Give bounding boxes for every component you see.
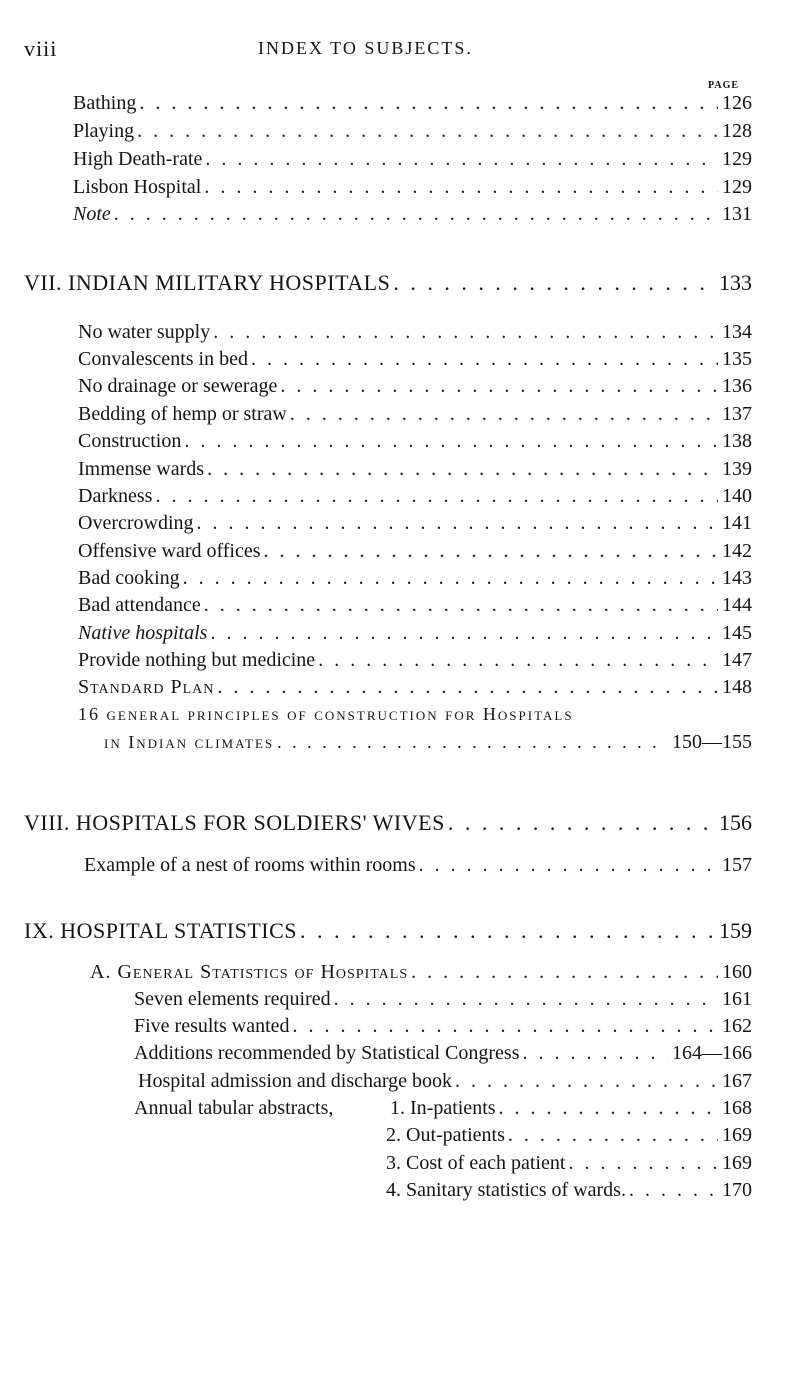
entry-label: Example of a nest of rooms within rooms xyxy=(84,854,416,876)
dot-leader xyxy=(448,810,715,836)
index-entry xyxy=(390,1097,752,1120)
entry-label: 3. Cost of each patient xyxy=(386,1152,566,1174)
dot-leader xyxy=(155,485,718,508)
dot-leader xyxy=(213,321,718,344)
dot-leader xyxy=(499,1097,718,1120)
dot-leader xyxy=(204,176,718,199)
entry-label: Immense wards xyxy=(78,458,205,480)
index-entry xyxy=(78,512,752,535)
dot-leader xyxy=(251,348,718,371)
index-entry xyxy=(73,203,752,226)
dot-leader xyxy=(184,430,718,453)
page-folio: viii xyxy=(24,36,58,61)
dot-leader xyxy=(277,732,668,753)
index-entry xyxy=(73,148,752,171)
section-heading xyxy=(24,810,752,836)
entry-page: 129 xyxy=(722,176,752,198)
entry-page: 164—166 xyxy=(672,1042,752,1064)
index-entry xyxy=(73,92,752,115)
entry-label: Seven elements required xyxy=(134,988,331,1010)
entry-label: 4. Sanitary statistics of wards. xyxy=(386,1179,626,1201)
entry-page: 168 xyxy=(722,1097,752,1119)
entry-page: 136 xyxy=(722,375,752,397)
dot-leader xyxy=(568,1152,718,1175)
entry-page: 139 xyxy=(722,458,752,480)
section-heading xyxy=(24,270,752,296)
entry-page: 169 xyxy=(722,1124,752,1146)
index-entry xyxy=(386,1124,752,1147)
dot-leader xyxy=(114,203,718,226)
entry-page: 170 xyxy=(722,1179,752,1201)
dot-leader xyxy=(508,1124,718,1147)
entry-label: Provide nothing but medicine xyxy=(78,649,316,671)
entry-label: Playing xyxy=(73,120,135,142)
entry-label: Convalescents in bed xyxy=(78,348,248,370)
entry-label: Native hospitals xyxy=(78,622,208,644)
index-entry xyxy=(78,375,752,398)
index-entry xyxy=(134,1015,752,1038)
dot-leader xyxy=(204,594,718,617)
entry-page: 150—155 xyxy=(672,731,752,753)
entry-label: 1. In-patients xyxy=(390,1097,496,1119)
index-entry xyxy=(78,348,752,371)
entry-label: Annual tabular abstracts, xyxy=(134,1097,334,1119)
entry-page: 156 xyxy=(719,810,752,835)
entry-label: Hospital admission and discharge book xyxy=(138,1070,453,1092)
dot-leader xyxy=(393,270,715,296)
index-entry xyxy=(138,1070,752,1093)
entry-page: 128 xyxy=(722,120,752,142)
entry-label: Lisbon Hospital xyxy=(73,176,202,198)
entry-page: 141 xyxy=(722,512,752,534)
dot-leader xyxy=(455,1070,718,1093)
entry-page: 142 xyxy=(722,540,752,562)
entry-label: Overcrowding xyxy=(78,512,194,534)
entry-label: Offensive ward offices xyxy=(78,540,261,562)
index-entry xyxy=(78,430,752,453)
entry-page: 144 xyxy=(722,594,752,616)
index-entry xyxy=(78,321,752,344)
dot-leader xyxy=(411,961,718,984)
index-entry xyxy=(78,458,752,481)
index-entry xyxy=(78,485,752,508)
dot-leader xyxy=(139,92,718,115)
section-heading xyxy=(24,918,752,944)
entry-page: 157 xyxy=(722,854,752,876)
running-head: INDEX TO SUBJECTS. xyxy=(258,38,473,58)
index-entry xyxy=(78,594,752,617)
entry-label: in Indian climates xyxy=(104,732,275,752)
entry-page: 135 xyxy=(722,348,752,370)
dot-leader xyxy=(419,854,718,877)
entry-page: 137 xyxy=(722,403,752,425)
dot-leader xyxy=(280,375,718,398)
dot-leader xyxy=(318,649,718,672)
entry-page: 160 xyxy=(722,961,752,983)
dot-leader xyxy=(137,120,718,143)
section-title: VII. INDIAN MILITARY HOSPITALS xyxy=(24,270,391,295)
index-entry xyxy=(78,676,752,699)
index-entry xyxy=(73,120,752,143)
entry-label: No drainage or sewerage xyxy=(78,375,278,397)
entry-page: 131 xyxy=(722,203,752,225)
dot-leader xyxy=(217,676,718,699)
entry-label: Construction xyxy=(78,430,182,452)
entry-label: Bad attendance xyxy=(78,594,201,616)
index-entry xyxy=(90,961,752,984)
index-entry xyxy=(78,622,752,645)
index-entry xyxy=(386,1152,752,1175)
section-title: IX. HOSPITAL STATISTICS xyxy=(24,918,298,943)
entry-page: 140 xyxy=(722,485,752,507)
index-entry xyxy=(78,540,752,563)
dot-leader xyxy=(197,512,718,535)
dot-leader xyxy=(290,403,718,426)
entry-label: A. General Statistics of Hospitals xyxy=(90,961,409,983)
entry-page: 159 xyxy=(719,918,752,943)
index-entry xyxy=(78,649,752,672)
dot-leader xyxy=(334,988,718,1011)
dot-leader xyxy=(293,1015,718,1038)
section-title: VIII. HOSPITALS FOR SOLDIERS' WIVES xyxy=(24,810,445,835)
dot-leader xyxy=(629,1179,718,1202)
entry-label: Standard Plan xyxy=(78,676,215,698)
dot-leader xyxy=(183,567,718,590)
entry-page: 148 xyxy=(722,676,752,698)
entry-label: High Death-rate xyxy=(73,148,203,170)
dot-leader xyxy=(300,918,715,944)
entry-label: Bedding of hemp or straw xyxy=(78,403,287,425)
index-entry xyxy=(104,731,752,754)
entry-label: Darkness xyxy=(78,485,153,507)
index-entry xyxy=(134,1042,752,1065)
entry-label: Five results wanted xyxy=(134,1015,290,1037)
index-entry xyxy=(134,988,752,1011)
entry-label: No water supply xyxy=(78,321,211,343)
entry-page: 133 xyxy=(719,270,752,295)
dot-leader xyxy=(264,540,718,563)
entry-label: Bad cooking xyxy=(78,567,180,589)
entry-page: 134 xyxy=(722,321,752,343)
index-entry xyxy=(386,1179,752,1202)
entry-page: 138 xyxy=(722,430,752,452)
index-entry xyxy=(73,176,752,199)
dot-leader xyxy=(205,148,718,171)
entry-page: 169 xyxy=(722,1152,752,1174)
entry-label: Note xyxy=(73,203,111,225)
entry-page: 162 xyxy=(722,1015,752,1037)
index-entry xyxy=(78,403,752,426)
entry-page: 161 xyxy=(722,988,752,1010)
entry-page: 145 xyxy=(722,622,752,644)
index-entry xyxy=(84,854,752,877)
index-entry xyxy=(78,567,752,590)
entry-label: 2. Out-patients xyxy=(386,1124,505,1146)
entry-page: 129 xyxy=(722,148,752,170)
entry-label: Bathing xyxy=(73,92,137,114)
dot-leader xyxy=(207,458,718,481)
entry-page: 167 xyxy=(722,1070,752,1092)
entry-page: 143 xyxy=(722,567,752,589)
dot-leader xyxy=(523,1042,669,1065)
dot-leader xyxy=(210,622,718,645)
page-column-label: PAGE xyxy=(708,80,740,91)
entry-label: Additions recommended by Statistical Congress xyxy=(134,1042,520,1064)
entry-label: 16 general principles of construction for Hospitals xyxy=(78,704,574,724)
entry-page: 126 xyxy=(722,92,752,114)
entry-page: 147 xyxy=(722,649,752,671)
